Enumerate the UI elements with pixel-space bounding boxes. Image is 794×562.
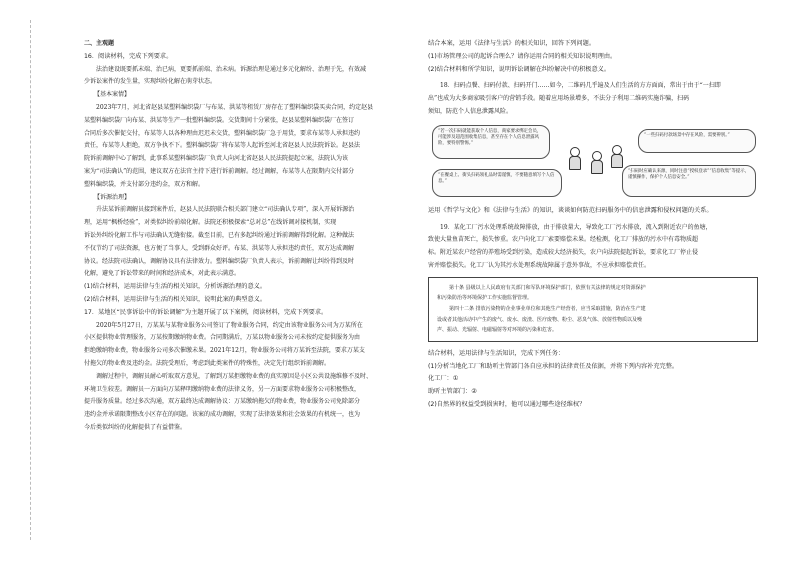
- binding-line: [30, 20, 32, 540]
- paragraph-line: 化解，避免了诉讼带来的时间和经济成本，对此表示满意。: [84, 270, 241, 278]
- section-title: 二、主观题: [84, 40, 115, 47]
- paragraph-line: 2020年5月27日，万某某与某物业服务公司签订了物业服务合同，约定由该物业服务公司为万某所在: [96, 321, 363, 329]
- law-line: 声、振动、光辐射、电磁辐射等对环境的污染和危害。: [437, 327, 558, 334]
- speech-bubble: “扫码时应确认来源，同时注意“授权登录”“信息收集”等提示，谨慎操作，保护个人信息安全。”: [622, 165, 756, 197]
- question-19-line: 致使大量鱼苗死亡，损失惨重。农户向化工厂索要赔偿未果。经检测，化工厂排放的污水中有毒物质超: [428, 236, 699, 244]
- mediation-label: 【诉源治理】: [94, 193, 131, 201]
- law-excerpt-box: [428, 277, 758, 342]
- paragraph-line: 不仅节约了司法资源，也方便了当事人，受到群众好评。布某、洪某等人承担违约责任，双方达成调解: [84, 244, 355, 252]
- paragraph-line: 2023年7月，河北省赵县某塑料编织袋厂与布某、洪某等租赁厂房存在了塑料编织袋买卖合同，约定赵县: [96, 103, 374, 111]
- question-19-part-1: (1)分析当地化工厂和助听主管部门各自应承担的法律责任及依据，并将下列内容补充完整。: [428, 362, 679, 370]
- paragraph-line: 环境卫生较差。调解员一方面向万某释明缴纳物业费的法律义务，另一方面要求物业服务公司积极整改，: [84, 385, 361, 393]
- question-19-line: 害并赔偿损失。化工厂认为其污水处理系统故障属于意外事故，不应承担赔偿责任。: [428, 261, 651, 269]
- qr-illustration: [432, 125, 760, 199]
- question-16-part-2: (2)结合材料，运用法律与生活的相关知识，说明此案的典型意义。: [84, 295, 267, 303]
- question-17-intro: 17．某地区“民事诉讼中的诉讼调解”为主题开展了以下案例，阅读材料，完成下列要求。: [84, 308, 328, 316]
- case-question-intro: 结合本案，运用《法律与生活》的相关知识，回答下列问题。: [428, 40, 596, 47]
- question-18-line: 出”也成为大多商家吸引客户的营销手段。随着应用场景增多，不法分子利用二维码实施诈骗，扫码: [428, 95, 690, 103]
- law-line: 第四十二条 排放污染物的企业事业单位和其他生产经营者，应当采取措施，防治在生产建: [449, 305, 646, 312]
- paragraph-line: 责任，布某等人拒绝，双方争执不下。塑料编织袋厂将布某等人起诉至河北省赵县人民法院诉讼。赵县法: [84, 142, 361, 150]
- paragraph-line: 小区提供物业管理服务，万某按期缴纳物业费。合同期满后，万某以物业服务公司未按约定提供服务为由: [84, 334, 361, 342]
- speech-bubble: “一些扫码付款场景中存在风险，需要辨别。”: [638, 129, 756, 153]
- right-column: [428, 38, 760, 412]
- paragraph-line: 院诉前调解中心了解到，此事系某塑料编织袋厂负责人向河北省赵县人民法院提起立案，法院认为该: [84, 155, 349, 163]
- left-column: [84, 38, 416, 435]
- question-19-part-2: (2)自然界的权益受到损害时，他可以通过哪些途径维权？: [428, 400, 586, 408]
- paragraph-line: 拒绝缴纳物业费，物业服务公司多次催缴未果。2021年12月，物业服务公司将万某诉至法院，要求万某支: [84, 347, 365, 355]
- case-label: 【基本案情】: [94, 91, 131, 99]
- paragraph-line: 案为“司法确认”的范围，建议双方在法官主持下进行诉前调解。经过调解，布某等人在限期内交付部分: [84, 167, 355, 175]
- question-18-line: 18．扫码点餐、扫码付款、扫码开门……如今，二维码几乎遍及人们生活的方方面面，常出于由于“一扫即: [440, 82, 721, 90]
- question-19-line: 19．某化工厂污水处理系统故障排放，由于排放量大，导致化工厂污水排放，流入到附近农户的鱼塘，: [440, 223, 712, 231]
- question-16-part-1: (1)结合材料，运用法律与生活的相关知识，分析诉源治理的意义。: [84, 283, 267, 291]
- paragraph-line: 今后类似纠纷的化解提供了有益借鉴。: [84, 423, 187, 431]
- paragraph-line: 少诉讼案件的发生量，实现纠纷化解在萌芽状态。: [84, 78, 217, 86]
- paragraph-line: 协议。经法院司法确认，调解协议具有法律效力。塑料编织袋厂负责人表示，诉前调解让纠纷得到及时: [84, 257, 355, 265]
- paragraph-line: 理，运用“枫桥经验”，对类似纠纷前端化解。法院还积极探索“总对总”在线诉调对接机制，实现: [84, 219, 337, 227]
- paragraph-line: 诉讼外纠纷化解工作与司法确认无缝衔接。截至目前，已有多起纠纷通过诉前调解得到化解。这种做法: [84, 231, 355, 239]
- question-18-task: 运用《哲学与文化》和《法律与生活》的知识，谈谈如何防范扫码服务中的信息泄露和侵权问题的关系。: [428, 206, 713, 214]
- law-line: 设或者其他活动中产生的废气、废水、废渣、医疗废物、粉尘、恶臭气体、放射性物质以及噪: [437, 316, 643, 323]
- department-answer: 助听主管部门：②: [428, 388, 477, 396]
- question-18-line: 须知，防范个人信息泄露风险。: [428, 107, 513, 115]
- case-question-1: (1)市场管理公司的起诉合理么？请你运用合同的相关知识说明理由。: [428, 52, 617, 60]
- paragraph-line: 调解过程中，调解员耐心听取双方意见，了解到万某拒缴物业费的真实原因是小区公共设施维修不及时、: [96, 372, 373, 380]
- paragraph-line: 某塑料编织袋厂向布某、洪某等生产一批塑料编织袋。交货期间十分紧张，赵县某塑料编织袋厂在签订: [84, 116, 355, 124]
- paragraph-line: 付拖欠的物业费及违约金。法院受理后，考虑到此类案件的特殊性，决定先行组织诉前调解。: [84, 359, 331, 367]
- question-19-line: 标。附近某农户经营的养殖场受到污染，造成较大经济损失，农户向法院提起诉讼，要求化工厂停止侵: [428, 249, 699, 257]
- case-question-2: (2)结合材料和所学知识，说明诉讼调解在纠纷解决中的积极意义。: [428, 65, 611, 73]
- person-figure: [610, 145, 622, 167]
- question-19-task: 结合材料，运用法律与生活知识，完成下列任务：: [428, 349, 565, 357]
- paragraph-line: 塑料编织袋，并支付部分违约金，双方和解。: [84, 180, 205, 188]
- person-figure: [590, 151, 602, 173]
- law-line: 和污染防治等环境保护工作实施监督管理。: [437, 295, 533, 302]
- speech-bubble: “若一次扫码就能获取个人信息，商家要求绑定会员，可能涉及超范围收集信息，甚至存在个人信息泄露风险，要特别警惕。”: [432, 125, 550, 159]
- speech-bubble: “在餐桌上、街头扫码领礼品时需谨慎，不要随意填写个人信息。”: [432, 169, 562, 197]
- person-figure: [568, 147, 580, 169]
- paragraph-line: 提升服务质量。经过多次沟通，双方最终达成调解协议：万某缴纳拖欠的物业费，物业服务公司免除部分: [84, 398, 361, 406]
- question-16-intro: 16．阅读材料，完成下列要求。: [84, 52, 173, 60]
- paragraph-line: 违约金并承诺限期整改小区存在的问题。该案的成功调解，实现了法律效果和社会效果的有机统一，也为: [84, 411, 361, 419]
- paragraph-line: 法治建设既要抓末端、治已病，更要抓前端、治未病。诉源治理是通过多元化解纷、治理于先，有效减: [96, 65, 367, 73]
- chem-plant-answer: 化工厂：①: [428, 375, 459, 383]
- law-line: 第十条 县级以上人民政府有关部门和军队环境保护部门，依照有关法律的规定对资源保护: [449, 284, 646, 291]
- paragraph-line: 升法某诉前调解员接到案件后，赵县人民法院联合相关部门建立“司法确认专项”，深入开展诉源治: [96, 206, 355, 214]
- paragraph-line: 合同后多次催促交付，布某等人以各种理由迟迟未交货，塑料编织袋厂急于用货，要求布某等人承担违约: [84, 129, 361, 137]
